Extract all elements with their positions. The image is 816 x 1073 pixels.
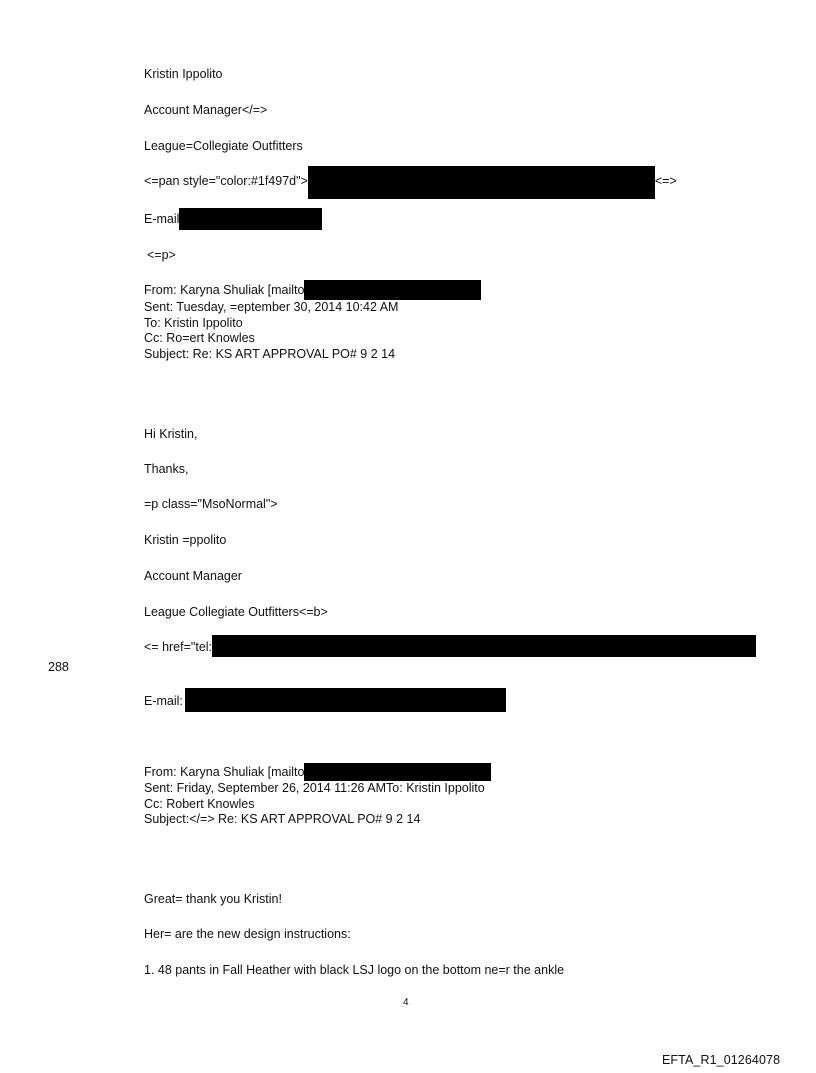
email1-from: From: Karyna Shuliak [mailto [144,283,305,297]
sig1-email-line [144,212,322,230]
redaction-block [185,688,506,712]
sig2-tel-line [144,640,756,657]
email2-from-line [144,765,491,781]
body2-line1: Great= thank you Kristin! [144,892,282,906]
body1-greeting: Hi Kristin, [144,427,198,441]
sig1-email-label: E-mail [144,212,180,226]
body2-line2: Her= are the new design instructions: [144,927,351,941]
sig2-name: Kristin =ppolito [144,533,227,547]
email2-sent: Sent: Friday, September 26, 2014 11:26 AMTo: Kristin Ippolito [144,781,485,795]
redaction-block [304,763,491,781]
redaction-block [179,208,322,230]
email1-from-line [144,283,481,300]
sig1-p-tag: <=p> [147,248,176,262]
sig1-company: League=Collegiate Outfitters [144,139,303,153]
body1-mso: =p class="MsoNormal"> [144,497,278,511]
email1-to: To: Kristin Ippolito [144,315,243,330]
sig1-phone-line [144,174,677,199]
bates-number: EFTA_R1_01264078 [662,1053,781,1067]
sig2-company: League Collegiate Outfitters<=b> [144,605,328,619]
sig2-title: Account Manager [144,569,242,583]
email2-cc: Cc: Robert Knowles [144,796,255,811]
email1-header [144,283,481,362]
email2-subject: Subject:</=> Re: KS ART APPROVAL PO# 9 2 14 [144,812,421,826]
email1-subject: Subject: Re: KS ART APPROVAL PO# 9 2 14 [144,346,396,361]
email1-sent: Sent: Tuesday, =eptember 30, 2014 10:42 AM [144,300,399,314]
sig2-email-line [144,694,506,712]
body1-thanks: Thanks, [144,462,189,476]
email2-header [144,765,491,828]
sig1-phone-prefix: <=pan style="color:#1f497d"> [144,174,308,188]
body2-line3: 1. 48 pants in Fall Heather with black LSJ logo on the bottom ne=r the ankle [144,963,565,977]
sig2-tel-prefix: <= href="tel: [144,640,213,654]
redaction-block [308,166,655,199]
sig1-title: Account Manager</=> [144,103,268,117]
margin-number: 288 [48,660,69,674]
page-number: 4 [403,997,409,1008]
redaction-block [212,635,756,657]
email1-cc: Cc: Ro=ert Knowles [144,331,255,345]
sig2-email-label: E-mail: [144,694,183,708]
email2-from: From: Karyna Shuliak [mailto [144,765,305,779]
sig1-phone-suffix: <=> [654,174,677,188]
sig1-name: Kristin Ippolito [144,67,223,81]
redaction-block [304,280,481,300]
